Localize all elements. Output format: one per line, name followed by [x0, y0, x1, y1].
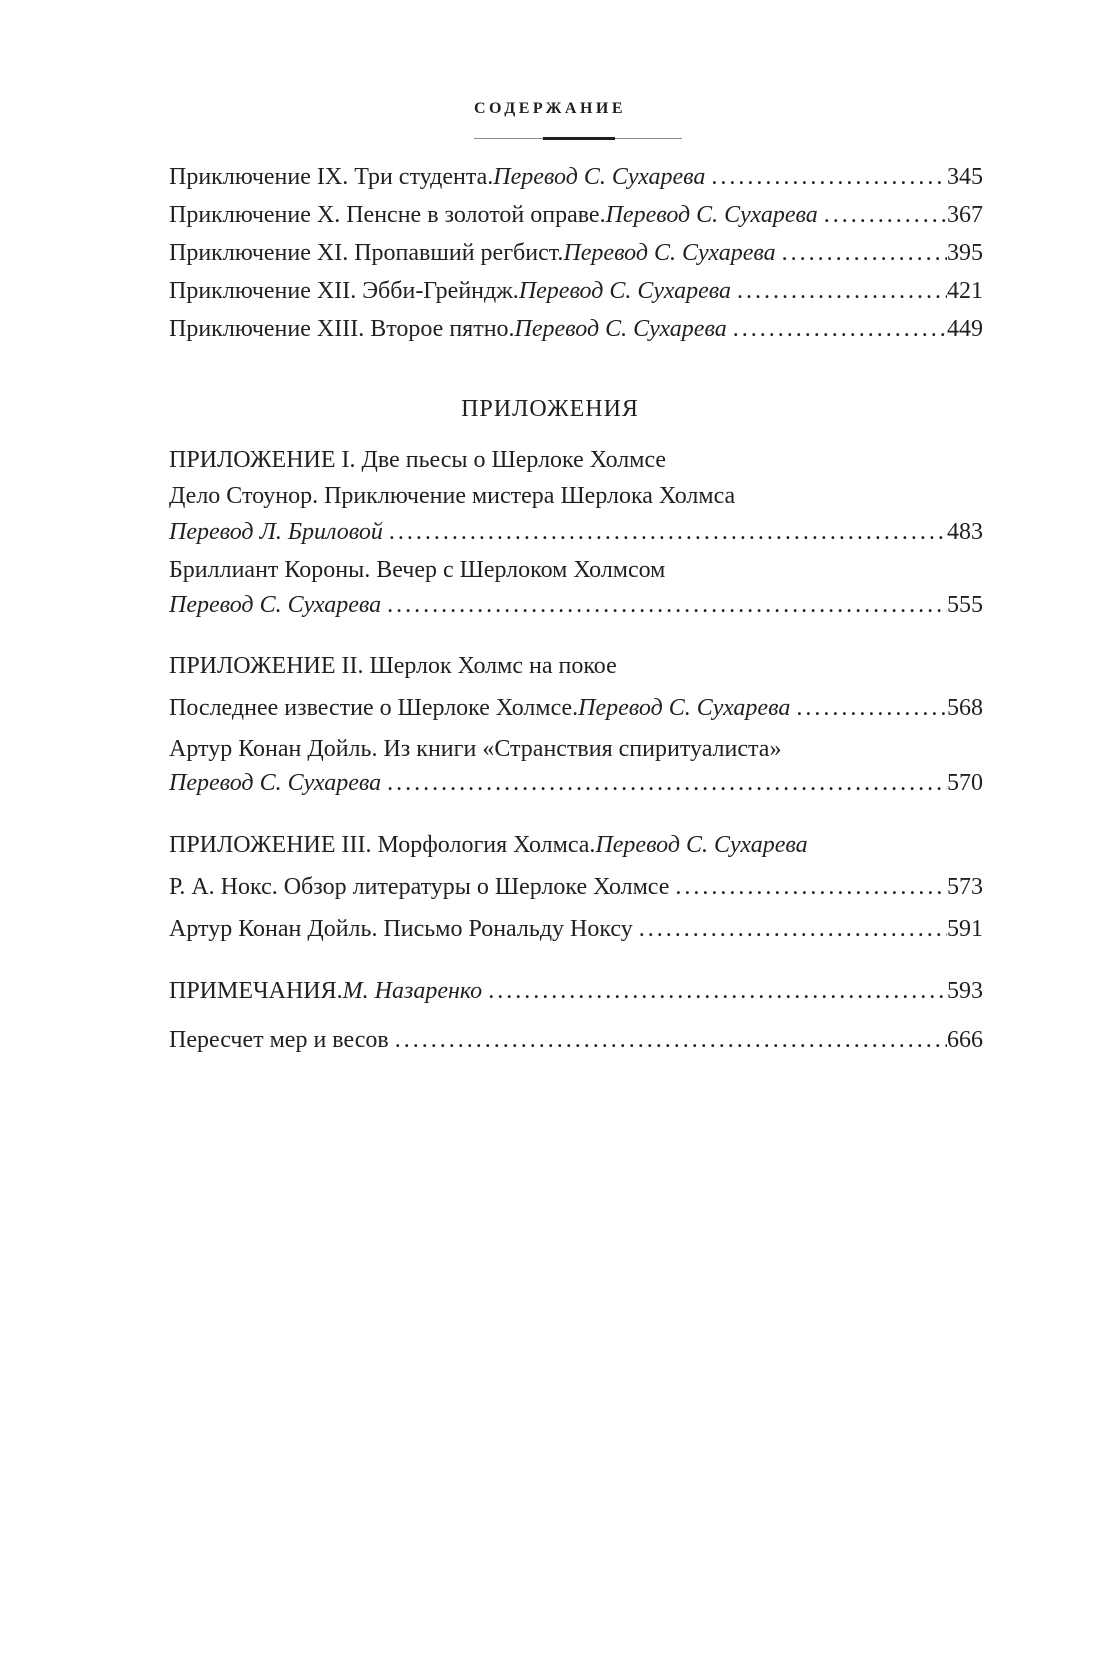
measures-label: Пересчет мер и весов	[169, 1027, 389, 1053]
page-number: 568	[947, 695, 983, 721]
toc-entry-notes[interactable]	[169, 976, 983, 1006]
toc-entry-title-line[interactable]	[169, 555, 983, 585]
appendix-heading-text: ПРИЛОЖЕНИЕ III. Морфология Холмса.	[169, 832, 596, 858]
dot-leader	[790, 693, 947, 723]
entry-translator: Перевод С. Сухарева	[169, 592, 382, 618]
toc-entry[interactable]	[169, 517, 983, 547]
toc-entry[interactable]	[169, 590, 983, 620]
entry-translator: Перевод С. Сухарева	[518, 278, 731, 304]
appendix-heading-translator: Перевод С. Сухарева	[595, 832, 808, 858]
dot-leader	[633, 914, 947, 944]
page-number: 449	[947, 316, 983, 342]
entry-translator: Перевод С. Сухарева	[169, 770, 382, 796]
entry-title: Артур Конан Дойль. Письмо Рональду Ноксу	[169, 916, 633, 942]
dot-leader	[669, 872, 947, 902]
toc-entry[interactable]	[169, 200, 983, 230]
appendix-heading	[169, 830, 983, 860]
toc-entry-title-line[interactable]	[169, 734, 983, 764]
toc-entry-measures[interactable]	[169, 1025, 983, 1055]
page-number: 591	[947, 916, 983, 942]
dot-leader	[381, 590, 947, 620]
running-head: СОДЕРЖАНИЕ	[473, 100, 627, 117]
notes-author: М. Назаренко	[342, 978, 483, 1004]
page-number: 573	[947, 874, 983, 900]
entry-translator: Перевод С. Сухарева	[578, 695, 791, 721]
entry-title: Дело Стоунор. Приключение мистера Шерлока Холмса	[169, 483, 736, 509]
toc-entry[interactable]	[169, 914, 983, 944]
entry-translator: Перевод С. Сухарева	[563, 240, 776, 266]
dot-leader	[727, 314, 947, 344]
entry-title: Артур Конан Дойль. Из книги «Странствия спиритуалиста»	[169, 736, 782, 762]
page-number: 666	[947, 1027, 983, 1053]
dot-leader	[818, 200, 947, 230]
page-number: 570	[947, 770, 983, 796]
entry-title: Р. А. Нокс. Обзор литературы о Шерлоке Холмсе	[169, 874, 670, 900]
appendix-heading-text: ПРИЛОЖЕНИЕ I. Две пьесы о Шерлоке Холмсе	[169, 447, 667, 473]
dot-leader	[482, 976, 947, 1006]
entry-title: Приключение XI. Пропавший регбист.	[169, 240, 564, 266]
toc-entry[interactable]	[169, 314, 983, 344]
entry-title: Приключение IX. Три студента.	[169, 164, 494, 190]
page-number: 345	[947, 164, 983, 190]
page-number: 421	[947, 278, 983, 304]
toc-entry-title-line[interactable]	[169, 481, 983, 511]
appendix-heading	[169, 445, 983, 475]
dot-leader	[381, 768, 947, 798]
toc-entry[interactable]	[169, 693, 983, 723]
entry-title: Приключение XII. Эбби-Грейндж.	[169, 278, 519, 304]
page-number: 483	[947, 519, 983, 545]
toc-entry[interactable]	[169, 276, 983, 306]
entry-translator: Перевод С. Сухарева	[514, 316, 727, 342]
entry-title: Последнее известие о Шерлоке Холмсе.	[169, 695, 579, 721]
dot-leader	[776, 238, 947, 268]
dot-leader	[389, 1025, 947, 1055]
appendix-heading	[169, 651, 983, 681]
entry-translator: Перевод С. Сухарева	[605, 202, 818, 228]
page-number: 593	[947, 978, 983, 1004]
toc-entry[interactable]	[169, 162, 983, 192]
toc-entry[interactable]	[169, 768, 983, 798]
dot-leader	[705, 162, 947, 192]
appendices-title: ПРИЛОЖЕНИЯ	[461, 396, 639, 422]
appendix-heading-text: ПРИЛОЖЕНИЕ II. Шерлок Холмс на покое	[169, 653, 617, 679]
entry-title: Приключение X. Пенсне в золотой оправе.	[169, 202, 606, 228]
entry-title: Бриллиант Короны. Вечер с Шерлоком Холмсом	[169, 557, 666, 583]
notes-label: ПРИМЕЧАНИЯ.	[169, 978, 343, 1004]
entry-translator: Перевод С. Сухарева	[493, 164, 706, 190]
toc-entry[interactable]	[169, 238, 983, 268]
entry-title: Приключение XIII. Второе пятно.	[169, 316, 515, 342]
toc-entry[interactable]	[169, 872, 983, 902]
page-number: 395	[947, 240, 983, 266]
header-rule-accent	[543, 137, 615, 140]
page-number: 555	[947, 592, 983, 618]
entry-translator: Перевод Л. Бриловой	[169, 519, 383, 545]
page-number: 367	[947, 202, 983, 228]
dot-leader	[383, 517, 947, 547]
dot-leader	[731, 276, 947, 306]
